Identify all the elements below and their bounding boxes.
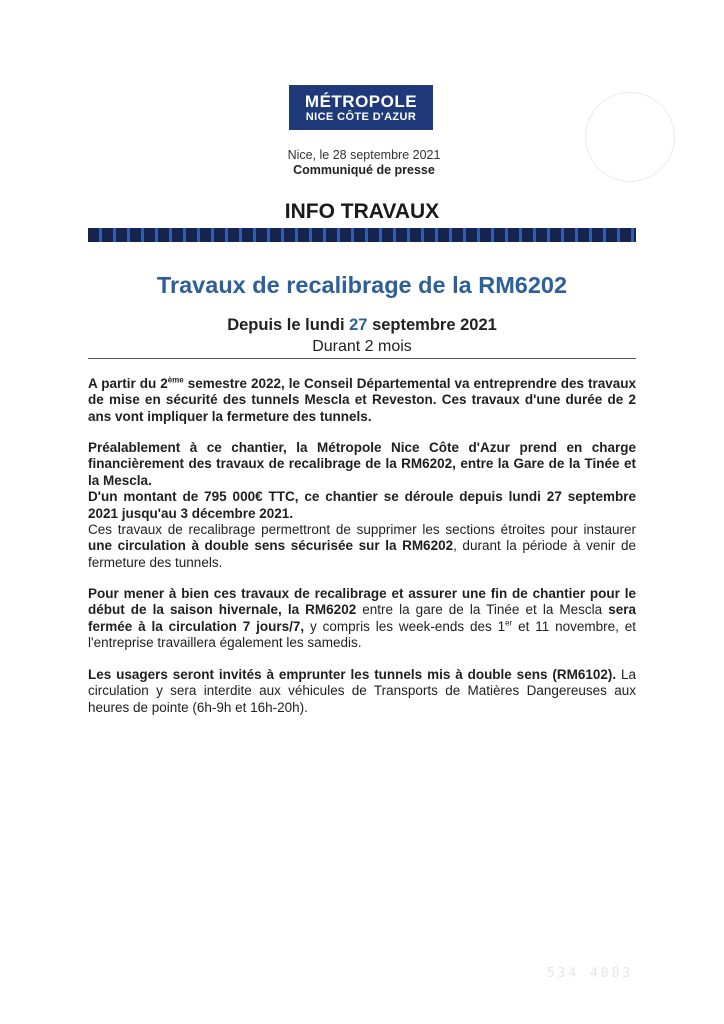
logo-line-1: MÉTROPOLE (304, 91, 418, 111)
paragraph-2 (88, 440, 636, 571)
dateline: Nice, le 28 septembre 2021 (287, 148, 441, 162)
p2-bold-1: Préalablement à ce chantier, la Métropole Nice Côte d'Azur prend en charge financièrement des travaux de recalibrage de la RM6202, entre la Gare de la Tinée et la Mescla. (88, 440, 636, 488)
metropole-logo (289, 85, 433, 130)
duration-line: Durant 2 mois (312, 338, 412, 355)
p2-bold-2: D'un montant de 795 000€ TTC, ce chantier se déroule depuis lundi 27 septembre 2021 jusqu'au 3 décembre 2021. (88, 489, 636, 521)
paragraph-4 (88, 667, 636, 716)
subtitle-suffix: septembre 2021 (367, 316, 497, 334)
p1-text-a: A partir du 2 (88, 376, 168, 391)
paragraph-3 (88, 586, 636, 652)
decorative-stripe-bar (88, 228, 636, 242)
subtitle-prefix: Depuis le lundi (227, 316, 350, 334)
p2-text-1: Ces travaux de recalibrage permettront de supprimer les sections étroites pour instaurer (88, 522, 636, 538)
date-subtitle (150, 316, 574, 335)
p3-text-3: et 11 novembre, et l'entreprise travaillera également les samedis. (88, 618, 637, 651)
p4-text-1: La circulation y sera interdite aux véhicules de Transports de Matières Dangereuses aux heures de pointe (6h-9h et 16h-20h). (88, 667, 636, 715)
faint-stamp-mark (585, 92, 675, 182)
main-title: Travaux de recalibrage de la RM6202 (156, 272, 568, 298)
paragraph-1 (88, 376, 636, 425)
p2-bold-3: une circulation à double sens sécurisée sur la RM6202 (88, 538, 454, 554)
p3-text-2: y compris les week-ends des 1 (304, 618, 506, 634)
p3-text-1: entre la gare de la Tinée et la Mescla (356, 602, 609, 618)
p3-bold-1: Pour mener à bien ces travaux de recalibrage et assurer une fin de chantier pour le début de la saison hivernale, la RM6202 (88, 586, 636, 618)
divider-rule (88, 358, 636, 359)
p3-bold-2: sera fermée à la circulation 7 jours/7, (88, 602, 636, 634)
logo-line-2: NICE CÔTE D'AZUR (305, 110, 417, 123)
faint-footer-mark: 534 4083 (546, 966, 634, 981)
p2-text-2: , durant la période à venir de fermeture des tunnels. (88, 538, 636, 570)
p1-superscript: ème (167, 375, 184, 385)
p3-superscript: er (505, 618, 513, 628)
p4-bold-1: Les usagers seront invités à emprunter les tunnels mis à double sens (RM6102). (88, 667, 617, 682)
subtitle-day: 27 (349, 316, 368, 334)
info-travaux-heading: INFO TRAVAUX (284, 200, 440, 223)
p1-text-b: semestre 2022, le Conseil Départemental va entreprendre des travaux de mise en sécurité des tunnels Mescla et Reveston. Ces travaux d'une durée de 2 ans vont impliquer la fermeture des tunnels. (88, 376, 636, 424)
document-type: Communiqué de presse (293, 163, 435, 177)
